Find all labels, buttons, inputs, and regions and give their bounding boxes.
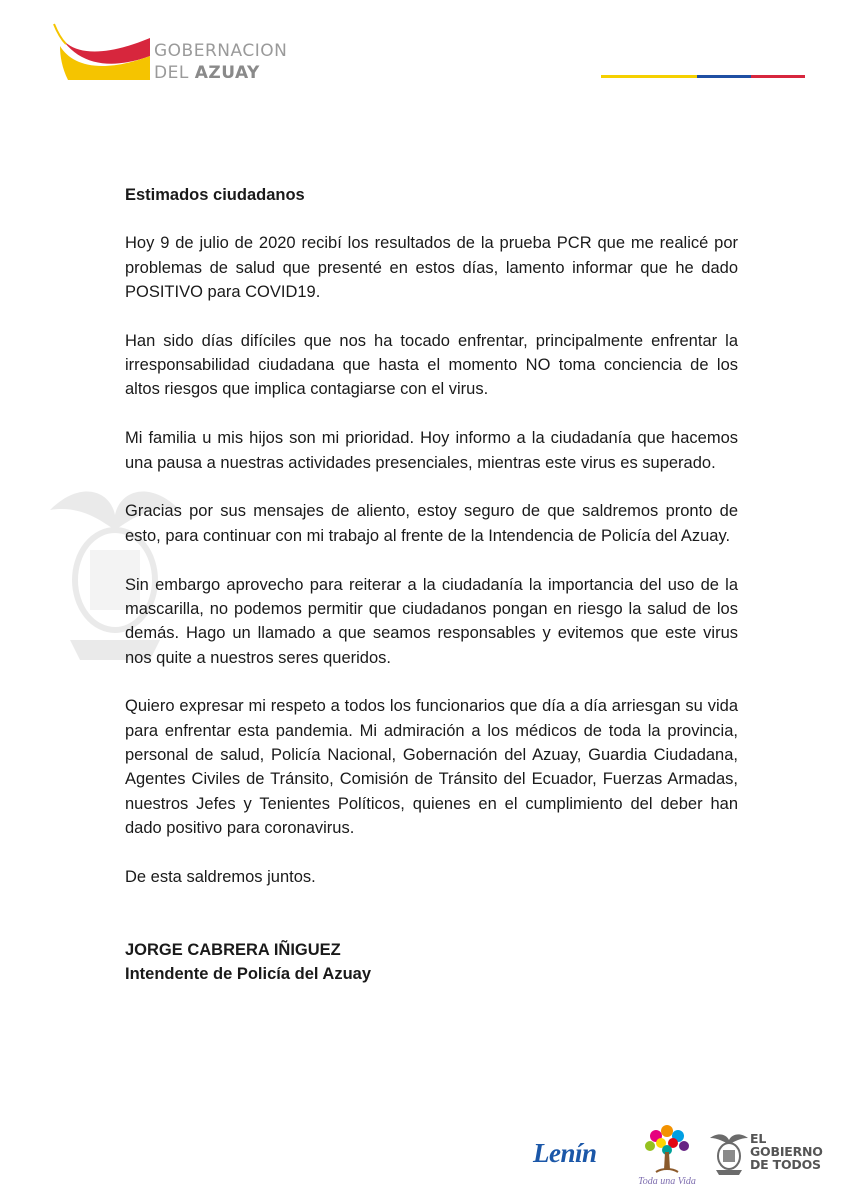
- paragraph-6: Quiero expresar mi respeto a todos los funcionarios que día a día arriesgan su vida para enfrentar esta pandemia. Mi admiración a los médicos de toda la provincia, personal de salud, Policía Nacional, Gobernación del Azuay, Guardia Ciudadana, Agentes Civiles de Tránsito, Comisión de Tránsito del Ecuador, Fuerzas Armadas, nuestros Jefes y Tenientes Políticos, quienes en el cumplimiento del deber han dado positivo para coronavirus.: [125, 697, 738, 837]
- logo-line-2-bold: AZUAY: [194, 63, 260, 83]
- paragraph-4: Gracias por sus mensajes de aliento, estoy seguro de que saldremos pronto de esto, para continuar con mi trabajo al frente de la Intendencia de Policía del Azuay.: [125, 502, 738, 545]
- lenin-logo-text: Lenín: [533, 1138, 597, 1168]
- flag-color-line: [601, 75, 805, 78]
- tree-caption: Toda una Vida: [638, 1176, 696, 1187]
- el-gobierno-de-todos-logo: [708, 1130, 828, 1178]
- salutation: Estimados ciudadanos: [125, 186, 305, 204]
- paragraph-3: Mi familia u mis hijos son mi prioridad. Hoy informo a la ciudadanía que hacemos una pausa a nuestras actividades presenciales, mientras este virus es superado.: [125, 429, 738, 472]
- flag-segment-red: [751, 75, 805, 78]
- logo-line-2-prefix: DEL: [154, 63, 195, 83]
- gov-line-2: GOBIERNO: [750, 1144, 823, 1159]
- closing-line: De esta saldremos juntos.: [125, 867, 316, 886]
- lenin-logo: [533, 1134, 611, 1172]
- gov-text: [750, 1132, 823, 1171]
- gobernacion-logo-icon: [52, 22, 152, 86]
- logo-line-2: [154, 62, 287, 84]
- gov-line-3: DE TODOS: [750, 1157, 821, 1172]
- paragraph-2: Han sido días difíciles que nos ha tocado enfrentar, principalmente enfrentar la irresponsabilidad ciudadana que hasta el momento NO toma conciencia de los altos riesgos que implica contagiarse con el virus.: [125, 331, 738, 399]
- tree-icon: [634, 1122, 700, 1178]
- signature-title: Intendente de Policía del Azuay: [125, 965, 372, 984]
- toda-una-vida-logo: [634, 1122, 700, 1188]
- flag-segment-yellow: [601, 75, 697, 78]
- signature-name: JORGE CABRERA IÑIGUEZ: [125, 941, 341, 960]
- letter-body: [125, 183, 738, 987]
- paragraph-5: Sin embargo aprovecho para reiterar a la ciudadanía la importancia del uso de la mascarilla, no podemos permitir que ciudadanos pongan en riesgo la salud de los demás. Hago un llamado a que seamos responsables y evitemos que este virus nos quite a nuestros seres queridos.: [125, 575, 738, 667]
- ecuador-crest-icon: [708, 1130, 750, 1176]
- paragraph-1: Hoy 9 de julio de 2020 recibí los resultados de la prueba PCR que me realicé por problemas de salud que presenté en estos días, lamento informar que he dado POSITIVO para COVID19.: [125, 234, 738, 301]
- letterhead: [0, 0, 865, 110]
- gov-line-1: EL: [750, 1131, 767, 1146]
- flag-segment-blue: [697, 75, 751, 78]
- logo-line-1: GOBERNACION: [154, 41, 288, 61]
- gobernacion-logo-text: [154, 40, 287, 84]
